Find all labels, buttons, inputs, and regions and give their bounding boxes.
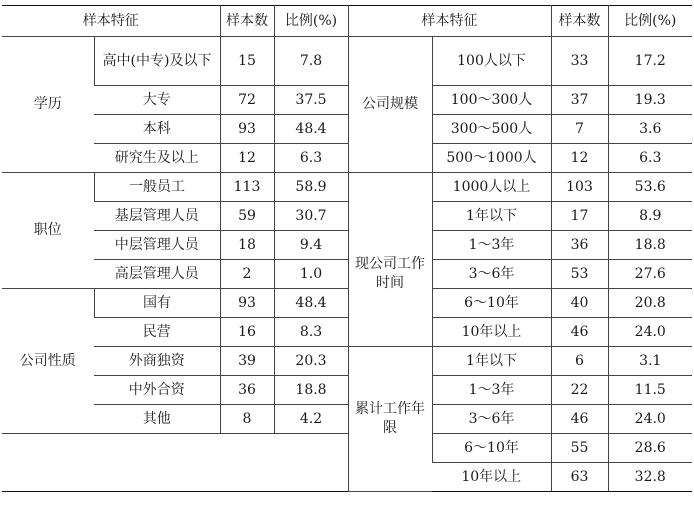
header-count-left: 样本数 [220, 6, 274, 37]
row-label: 10年以上 [432, 463, 551, 492]
row-label: 100～300人 [432, 86, 551, 115]
row-ratio: 11.5 [608, 376, 692, 405]
row-count: 36 [220, 376, 274, 405]
row-label: 300～500人 [432, 115, 551, 144]
row-count: 113 [220, 173, 274, 202]
row-count: 6 [551, 347, 608, 376]
row-count: 12 [220, 144, 274, 173]
header-count-right: 样本数 [551, 6, 608, 37]
row-count: 22 [551, 376, 608, 405]
row-label: 国有 [94, 289, 220, 318]
row-ratio: 3.1 [608, 347, 692, 376]
row-label: 研究生及以上 [94, 144, 220, 173]
header-feature-right: 样本特征 [348, 6, 551, 37]
table-row [2, 405, 692, 434]
row-label: 100人以下 [432, 37, 551, 86]
row-ratio: 24.0 [608, 405, 692, 434]
sample-characteristics-table [2, 5, 692, 492]
row-count: 46 [551, 318, 608, 347]
row-ratio: 7.8 [274, 37, 348, 86]
group-education: 学历 [2, 37, 94, 173]
row-label: 基层管理人员 [94, 202, 220, 231]
row-label: 6～10年 [432, 289, 551, 318]
row-count: 63 [551, 463, 608, 492]
group-position: 职位 [2, 173, 94, 289]
row-count: 59 [220, 202, 274, 231]
row-ratio: 27.6 [608, 260, 692, 289]
row-ratio: 32.8 [608, 463, 692, 492]
row-ratio: 18.8 [274, 376, 348, 405]
row-count: 37 [551, 86, 608, 115]
row-count: 55 [551, 434, 608, 463]
table-row [2, 260, 692, 289]
row-label: 1～3年 [432, 376, 551, 405]
row-label: 中外合资 [94, 376, 220, 405]
row-count: 8 [220, 405, 274, 434]
group-company-size: 公司规模 [348, 37, 432, 173]
row-count: 7 [551, 115, 608, 144]
row-ratio: 28.6 [608, 434, 692, 463]
table-row [2, 173, 692, 202]
header-row [2, 6, 692, 37]
row-count: 103 [551, 173, 608, 202]
row-count: 18 [220, 231, 274, 260]
row-label: 大专 [94, 86, 220, 115]
row-ratio: 9.4 [274, 231, 348, 260]
group-company-size-cont [348, 173, 432, 202]
row-ratio: 6.3 [274, 144, 348, 173]
row-label: 其他 [94, 405, 220, 434]
row-ratio: 3.6 [608, 115, 692, 144]
row-ratio: 58.9 [274, 173, 348, 202]
row-ratio: 4.2 [274, 405, 348, 434]
row-count: 93 [220, 289, 274, 318]
row-label: 本科 [94, 115, 220, 144]
group-current-tenure: 现公司工作时间 [348, 202, 432, 347]
row-count: 15 [220, 37, 274, 86]
table-row [2, 202, 692, 231]
row-count: 39 [220, 347, 274, 376]
row-label: 10年以上 [432, 318, 551, 347]
row-label: 高层管理人员 [94, 260, 220, 289]
row-label: 3～6年 [432, 260, 551, 289]
row-count: 12 [551, 144, 608, 173]
header-ratio-left: 比例(%) [274, 6, 348, 37]
row-count: 93 [220, 115, 274, 144]
row-ratio: 37.5 [274, 86, 348, 115]
group-company-type: 公司性质 [2, 289, 94, 434]
row-ratio: 30.7 [274, 202, 348, 231]
row-count: 33 [551, 37, 608, 86]
row-label: 1～3年 [432, 231, 551, 260]
header-ratio-right: 比例(%) [608, 6, 692, 37]
row-count: 46 [551, 405, 608, 434]
row-ratio: 53.6 [608, 173, 692, 202]
row-label: 1年以下 [432, 347, 551, 376]
row-ratio: 24.0 [608, 318, 692, 347]
row-label: 一般员工 [94, 173, 220, 202]
table-row [2, 434, 692, 463]
row-count: 40 [551, 289, 608, 318]
row-ratio: 6.3 [608, 144, 692, 173]
row-label: 高中(中专)及以下 [94, 37, 220, 86]
row-label: 外商独资 [94, 347, 220, 376]
row-count: 53 [551, 260, 608, 289]
row-ratio: 8.9 [608, 202, 692, 231]
row-label: 中层管理人员 [94, 231, 220, 260]
table-row [2, 86, 692, 115]
row-ratio: 18.8 [608, 231, 692, 260]
row-ratio: 1.0 [274, 260, 348, 289]
row-ratio: 17.2 [608, 37, 692, 86]
group-total-years: 累计工作年限 [348, 347, 432, 492]
row-label: 3～6年 [432, 405, 551, 434]
row-ratio: 20.8 [608, 289, 692, 318]
row-count: 2 [220, 260, 274, 289]
header-feature-left: 样本特征 [2, 6, 220, 37]
row-count: 17 [551, 202, 608, 231]
row-ratio: 8.3 [274, 318, 348, 347]
table-row [2, 115, 692, 144]
row-count: 36 [551, 231, 608, 260]
row-ratio: 20.3 [274, 347, 348, 376]
row-label: 1年以下 [432, 202, 551, 231]
row-label: 6～10年 [432, 434, 551, 463]
empty-cell [2, 434, 348, 492]
table-row [2, 318, 692, 347]
row-ratio: 19.3 [608, 86, 692, 115]
row-ratio: 48.4 [274, 289, 348, 318]
table-row [2, 144, 692, 173]
row-ratio: 48.4 [274, 115, 348, 144]
table-row [2, 37, 692, 86]
table-row [2, 347, 692, 376]
row-label: 500～1000人 [432, 144, 551, 173]
row-label: 民营 [94, 318, 220, 347]
row-count: 16 [220, 318, 274, 347]
table-row [2, 289, 692, 318]
row-count: 72 [220, 86, 274, 115]
row-label: 1000人以上 [432, 173, 551, 202]
table-row [2, 231, 692, 260]
table-row [2, 376, 692, 405]
